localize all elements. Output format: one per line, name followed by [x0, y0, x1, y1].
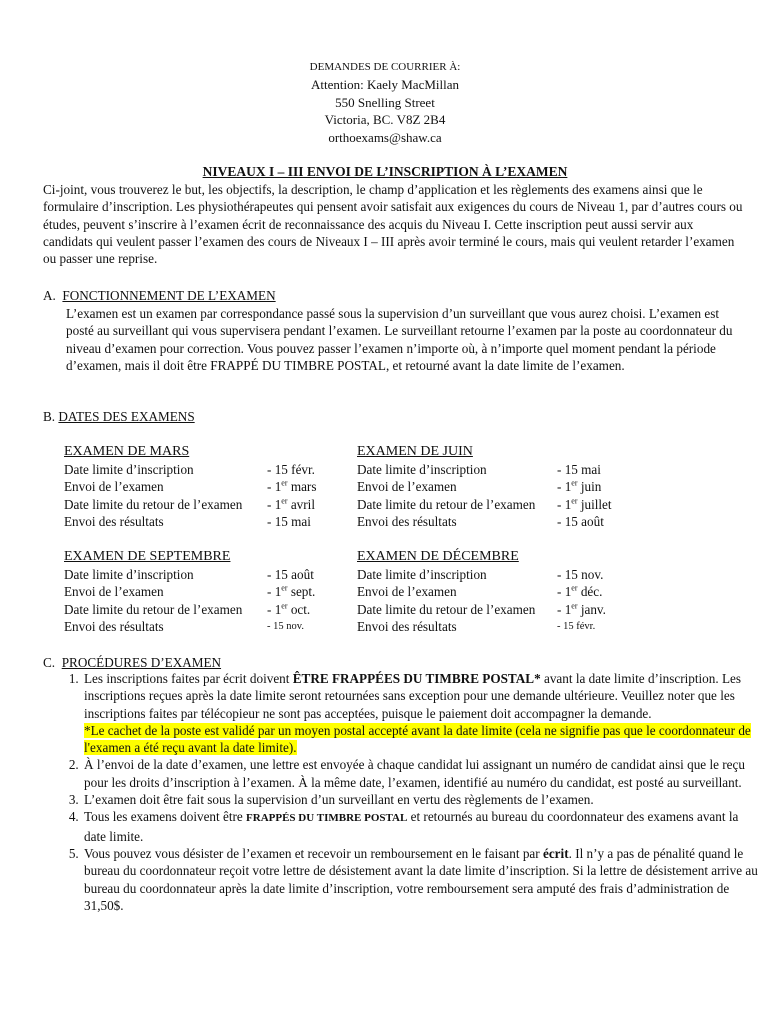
exam-row — [64, 566, 364, 583]
exam-block-june — [357, 443, 657, 530]
procedure-text: Vous pouvez vous désister de l’examen et recevoir un remboursement en le faisant par — [84, 845, 543, 861]
section-c-marker: C. — [43, 655, 56, 670]
section-b-heading — [43, 408, 743, 425]
exam-row-value: - 1er mars — [267, 478, 317, 495]
exam-title: EXAMEN DE JUIN — [357, 444, 473, 459]
section-c-heading — [43, 654, 743, 671]
exam-row-label: Date limite d’inscription — [357, 462, 487, 477]
exam-title: EXAMEN DE DÉCEMBRE — [357, 549, 519, 564]
exam-row — [64, 461, 364, 478]
exam-row-value: - 1er avril — [267, 496, 315, 512]
exam-row-value: - 15 nov. — [557, 567, 604, 582]
exam-row-value: - 1er juillet — [557, 496, 612, 512]
exam-title: EXAMEN DE SEPTEMBRE — [64, 549, 231, 564]
section-b-marker: B. — [43, 409, 56, 424]
exam-row — [64, 601, 364, 618]
procedure-item: 3. L’examen doit être fait sous la supervision d’un surveillant en vertu des règlements de l’examen. — [82, 791, 762, 808]
mailing-address — [0, 76, 770, 146]
exam-row — [357, 513, 657, 530]
exam-row-label: Date limite du retour de l’examen — [64, 496, 243, 512]
exam-row-label: Date limite d’inscription — [64, 567, 194, 582]
mailing-heading: DEMANDES DE COURRIER À: — [309, 61, 461, 73]
exam-row-value: - 1er juin — [557, 478, 602, 495]
exam-row-label: Date limite du retour de l’examen — [357, 601, 536, 617]
exam-row-value: - 15 nov. — [267, 620, 304, 632]
exam-row-value: - 1er oct. — [267, 601, 311, 617]
exam-row — [64, 513, 364, 530]
procedure-item — [82, 808, 762, 845]
exam-row-label: Date limite du retour de l’examen — [357, 496, 536, 512]
procedure-item — [82, 670, 762, 756]
address-email[interactable]: orthoexams@shaw.ca — [328, 129, 442, 145]
exam-row-value: - 15 août — [557, 513, 604, 529]
exam-row-label: Envoi des résultats — [357, 513, 457, 529]
procedure-item — [82, 845, 762, 914]
exam-row-value: - 1er sept. — [267, 583, 316, 600]
exam-row-value: - 1er janv. — [557, 601, 606, 617]
section-a-body: L’examen est un examen par correspondance passé sous la supervision d’un surveillant que vous aurez choisi. L’examen est posté au surveillant qui vous supervisera pendant l’examen. Le surveillant retourne l’examen par la poste au coordonnateur du niveau d’examen pour correction. Vous pouvez passer l’examen n’importe où, à n’importe quel moment pendant la période d’examen, mais il doit être FRAPPÉ DU TIMBRE POSTAL, et retourné avant la date limite de l’examen. — [66, 306, 733, 373]
exam-row — [357, 496, 657, 513]
exam-row-value: - 15 mai — [267, 513, 311, 529]
exam-row-label: Envoi des résultats — [357, 618, 457, 634]
procedure-emphasis: ÊTRE FRAPPÉES DU TIMBRE POSTAL* — [292, 671, 541, 686]
exam-row-label: Envoi des résultats — [64, 513, 164, 529]
exam-row — [357, 478, 657, 495]
exam-row — [357, 601, 657, 618]
exam-row-label: Envoi de l’examen — [64, 584, 164, 600]
exam-title: EXAMEN DE MARS — [64, 444, 190, 459]
exam-row-label: Envoi de l’examen — [357, 479, 457, 495]
section-a-heading — [43, 287, 743, 304]
section-a-title: FONCTIONNEMENT DE L’EXAMEN — [62, 288, 276, 303]
procedure-text: avant la date limite d’inscription. Les inscriptions reçues après la date limite seront retournées sans exception pour une demande ultérieure. Veuillez noter que les inscriptions faites par télécopieur ne sont pas acceptées, puisque le paiement doit accompagner la demande. — [84, 671, 741, 721]
address-attention: Attention: Kaely MacMillan — [310, 77, 460, 92]
exam-row-label: Date limite du retour de l’examen — [64, 601, 243, 617]
exam-row — [357, 461, 657, 478]
exam-row-value: - 1er déc. — [557, 583, 603, 600]
exam-block-march — [64, 443, 364, 530]
procedure-text: . Il n’y a pas de pénalité quand le bureau du coordonnateur reçoit votre lettre de désistement avant la date limite d’inscription. Si la lettre de désistement arrive au bureau du coordonnateur après la date limite d’inscription, votre remboursement sera amputé des frais d’administration de 31,50$. — [84, 845, 758, 913]
exam-block-september — [64, 548, 364, 635]
procedure-text: Tous les examens doivent être — [84, 809, 247, 825]
procedure-item: 2. À l’envoi de la date d’examen, une lettre est envoyée à chaque candidat lui assignant un numéro de candidat ainsi que le reçu pour les droits d’inscription à l’examen. À la même date, l’examen, identifié au numéro du candidat, est posté au surveillant. — [82, 756, 762, 791]
procedure-emphasis: écrit — [542, 845, 569, 861]
exam-row-value: - 15 août — [267, 567, 314, 582]
exam-row — [64, 478, 364, 495]
section-b-title: DATES DES EXAMENS — [58, 409, 195, 424]
procedure-text: Les inscriptions faites par écrit doivent — [84, 671, 293, 686]
highlighted-note: *Le cachet de la poste est validé par un moyen postal accepté avant la date limite (cela ne signifie pas que le coordonnateur de l'examen a été reçu avant la date limite). — [84, 722, 751, 756]
exam-row — [64, 496, 364, 513]
procedure-list — [66, 670, 762, 914]
exam-row — [64, 583, 364, 600]
exam-row — [64, 618, 364, 635]
exam-row — [357, 583, 657, 600]
exam-row-label: Envoi de l’examen — [357, 584, 457, 600]
exam-block-december — [357, 548, 657, 635]
document-title: NIVEAUX I – III ENVOI DE L’INSCRIPTION À L’EXAMEN — [202, 164, 568, 179]
procedure-text: et retournés au bureau du coordonnateur des examens avant la date limite. — [84, 809, 739, 844]
address-city: Victoria, BC. V8Z 2B4 — [324, 112, 446, 127]
exam-row-value: - 15 févr. — [557, 620, 596, 632]
exam-row-label: Date limite d’inscription — [357, 567, 487, 582]
section-a-marker: A. — [43, 288, 56, 303]
exam-row — [357, 618, 657, 635]
exam-row-label: Envoi des résultats — [64, 618, 164, 634]
address-street: 550 Snelling Street — [335, 94, 435, 110]
procedure-emphasis: FRAPPÉS DU TIMBRE POSTAL — [246, 812, 408, 825]
section-c-title: PROCÉDURES D’EXAMEN — [61, 655, 222, 670]
exam-row-label: Envoi de l’examen — [64, 479, 164, 495]
exam-row-label: Date limite d’inscription — [64, 462, 194, 477]
exam-row-value: - 15 mai — [557, 462, 601, 477]
intro-paragraph: Ci-joint, vous trouverez le but, les objectifs, la description, le champ d’application et les règlements des examens ainsi que le formulaire d’inscription. Les physiothérapeutes qui pensent avoir satisfait aux exigences du cours de Niveau 1, par d’autres cours ou études, peuvent s’inscrire à l’examen écrit de reconnaissance des acquis du Niveau I. Cette inscription peut aussi servir aux candidats qui veulent passer l’examen des cours de Niveaux I – III après avoir terminé le cours, mais qui veulent retarder l’examen ou passer une reprise. — [43, 182, 743, 267]
exam-row-value: - 15 févr. — [267, 462, 315, 477]
exam-row — [357, 566, 657, 583]
